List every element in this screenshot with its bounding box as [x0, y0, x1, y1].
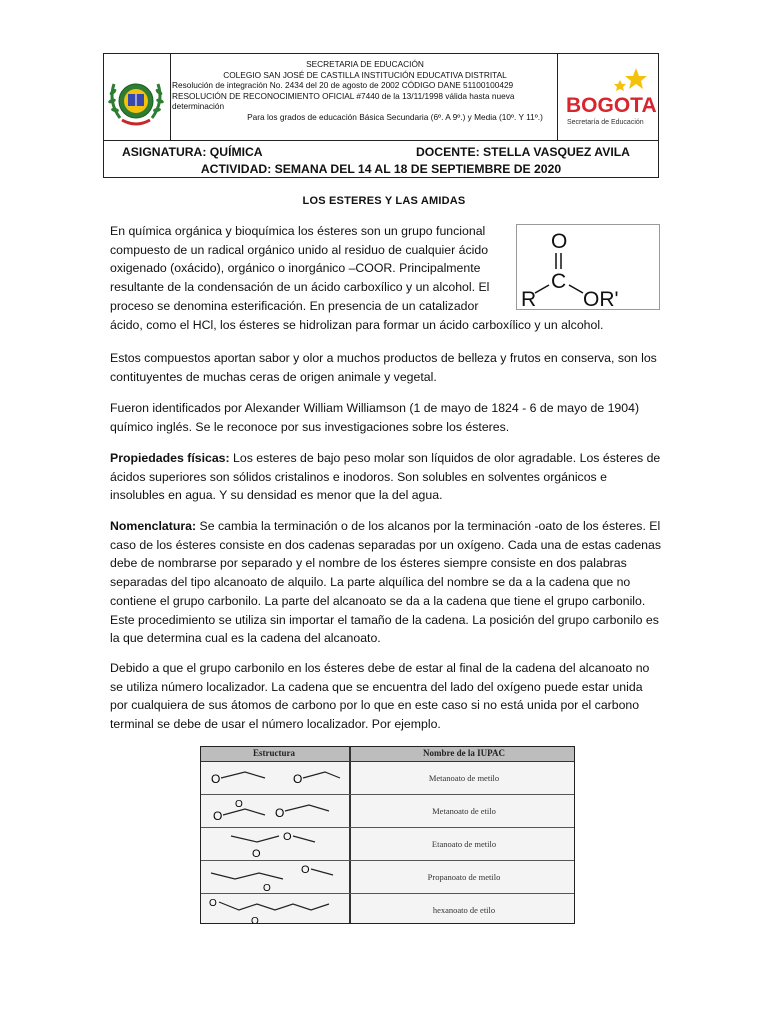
header-line-resolucion: Resolución de integración No. 2434 del 20 de agosto de 2002 CÓDIGO DANE 51100100429: [172, 80, 514, 91]
school-seal-cell: [104, 54, 171, 140]
table-row: [201, 762, 574, 795]
teacher-label: DOCENTE: STELLA VASQUEZ AVILA: [416, 145, 630, 159]
header-bottom-row: [104, 142, 658, 178]
header-line-grados: Para los grados de educación Básica Secundaria (6º. A 9º.) y Media (10º. Y 11º.): [247, 111, 543, 122]
localizer-paragraph: Debido a que el grupo carbonilo en los ésteres debe de estar al final de la cadena del alcanoato no se utiliza número localizador. La cadena que se encuentra del lado del oxígeno puede estar unida por cualquiera de sus átomos de carbono por lo que en este caso si no está unida por el carbono terminal se debe de usar el número localizador. Por ejemplo.: [110, 661, 650, 732]
header-top-row: [104, 54, 658, 141]
table-cell-name: Etanoato de metilo: [431, 839, 497, 849]
svg-text:O: O: [263, 883, 271, 893]
ester-examples-table: [200, 746, 575, 924]
table-row: [201, 861, 574, 894]
formula-r-group: R: [521, 288, 537, 309]
star-icon: [614, 68, 647, 91]
physical-properties-text: Los esteres de bajo peso molar son líquidos de olor agradable. Los ésteres de ácidos superiores son sólidos cristalinos e inodoros. Son solubles en solventes orgánicos e insolubles en agua. Y su densidad es menor que la del agua.: [110, 451, 661, 503]
table-row: [201, 828, 574, 861]
intro-paragraph-end: ácido, como el HCl, los ésteres se hidrolizan para formar un ácido carboxílico y un alcohol.: [110, 318, 604, 332]
bogota-subtitle: Secretaría de Educación: [567, 119, 644, 126]
molecule-structure: [205, 828, 345, 860]
page-title: LOS ESTERES Y LAS AMIDAS: [302, 195, 466, 207]
header-line-determinacion: determinación: [172, 101, 225, 112]
svg-text:O: O: [213, 809, 223, 823]
nomenclature-label: Nomenclatura:: [110, 519, 197, 533]
school-seal-logo: [104, 54, 168, 138]
svg-text:O: O: [211, 772, 221, 786]
svg-text:O: O: [283, 831, 292, 843]
physical-properties-label: Propiedades físicas:: [110, 451, 230, 465]
table-header-iupac-name: Nombre de la IUPAC: [423, 748, 505, 758]
svg-text:O: O: [275, 806, 285, 820]
header-line-reconocimiento: RESOLUCIÓN DE RECONOCIMIENTO OFICIAL #7440 de la 13/11/1998 válida hasta nueva: [172, 90, 515, 101]
header-institution-text: [172, 59, 558, 123]
header-line-secretaria: SECRETARIA DE EDUCACIÓN: [306, 59, 424, 69]
activity-label: ACTIVIDAD: SEMANA DEL 14 AL 18 DE SEPTIEMBRE DE 2020: [200, 162, 562, 176]
header-line-colegio: COLEGIO SAN JOSÉ DE CASTILLA INSTITUCIÓN EDUCATIVA DISTRITAL: [223, 69, 507, 80]
uses-paragraph: Estos compuestos aportan sabor y olor a muchos productos de belleza y frutos en conserva, son los contituyentes de muchas ceras de origen animale y vegetal.: [110, 351, 657, 384]
nomenclature-text: Se cambia la terminación o de los alcanos por la terminación -oato de los ésteres. El caso de los ésteres consiste en dos cadenas separadas por un oxígeno. Cada una de estas cadenas debe de nombrarse por separado y el nombre de los ésteres siempre consiste en dos palabras separadas del tipo alcanoato de alquilo. La parte alquílica del nombre se da a la cadena que no contiene el grupo carbonilo. La parte del alcanoato se da a la cadena que tiene el grupo carbonilo. Este procedimiento se utiliza sin importar el tamaño de la cadena. La posición del grupo carbonilo es la que determina cual es la cadena del alcanoato.: [110, 519, 661, 646]
molecule-structure: [205, 762, 345, 794]
table-cell-name: Propanoato de metilo: [427, 872, 501, 882]
table-cell-name: Metanoato de etilo: [432, 806, 496, 816]
subject-label: ASIGNATURA: QUÍMICA: [122, 145, 263, 159]
formula-oxygen-top: O: [551, 230, 568, 253]
svg-text:O: O: [293, 772, 303, 786]
table-row: [201, 795, 574, 828]
svg-text:O: O: [251, 916, 259, 926]
physical-properties-paragraph: [110, 449, 662, 505]
ester-formula-diagram: [516, 224, 660, 310]
formula-or-group: OR': [583, 288, 619, 309]
molecule-structure: [205, 894, 345, 924]
nomenclature-paragraph: [110, 517, 662, 648]
molecule-structure: [205, 861, 345, 893]
table-header-structure: Estructura: [253, 748, 295, 758]
svg-text:O: O: [301, 864, 310, 876]
intro-paragraph: En química orgánica y bioquímica los ésteres son un grupo funcional compuesto de un radical orgánico unido al residuo de cualquier ácido oxigenado (oxácido), orgánico o inorgánico –COOR. Principalmente resultante de la condensación de un ácido carboxílico y un alcohol. El proceso se denomina esterificación. En presencia de un catalizador: [110, 224, 490, 313]
svg-text:O: O: [235, 799, 243, 810]
document-header: [103, 53, 659, 178]
bogota-wordmark: BOGOTA: [566, 94, 657, 117]
history-paragraph: Fueron identificados por Alexander William Williamson (1 de mayo de 1824 - 6 de mayo de 1904) químico inglés. Se le reconoce por sus investigaciones sobre los ésteres.: [110, 401, 640, 434]
molecule-structure: [205, 795, 345, 827]
formula-carbon: C: [551, 270, 567, 293]
table-cell-name: Metanoato de metilo: [428, 773, 500, 783]
svg-text:O: O: [252, 848, 261, 860]
table-row: [201, 894, 574, 924]
svg-text:O: O: [209, 898, 217, 909]
bogota-logo-cell: [557, 54, 658, 140]
table-header: [201, 747, 574, 762]
table-cell-name: hexanoato de etilo: [432, 905, 496, 915]
bogota-logo: [558, 54, 658, 138]
